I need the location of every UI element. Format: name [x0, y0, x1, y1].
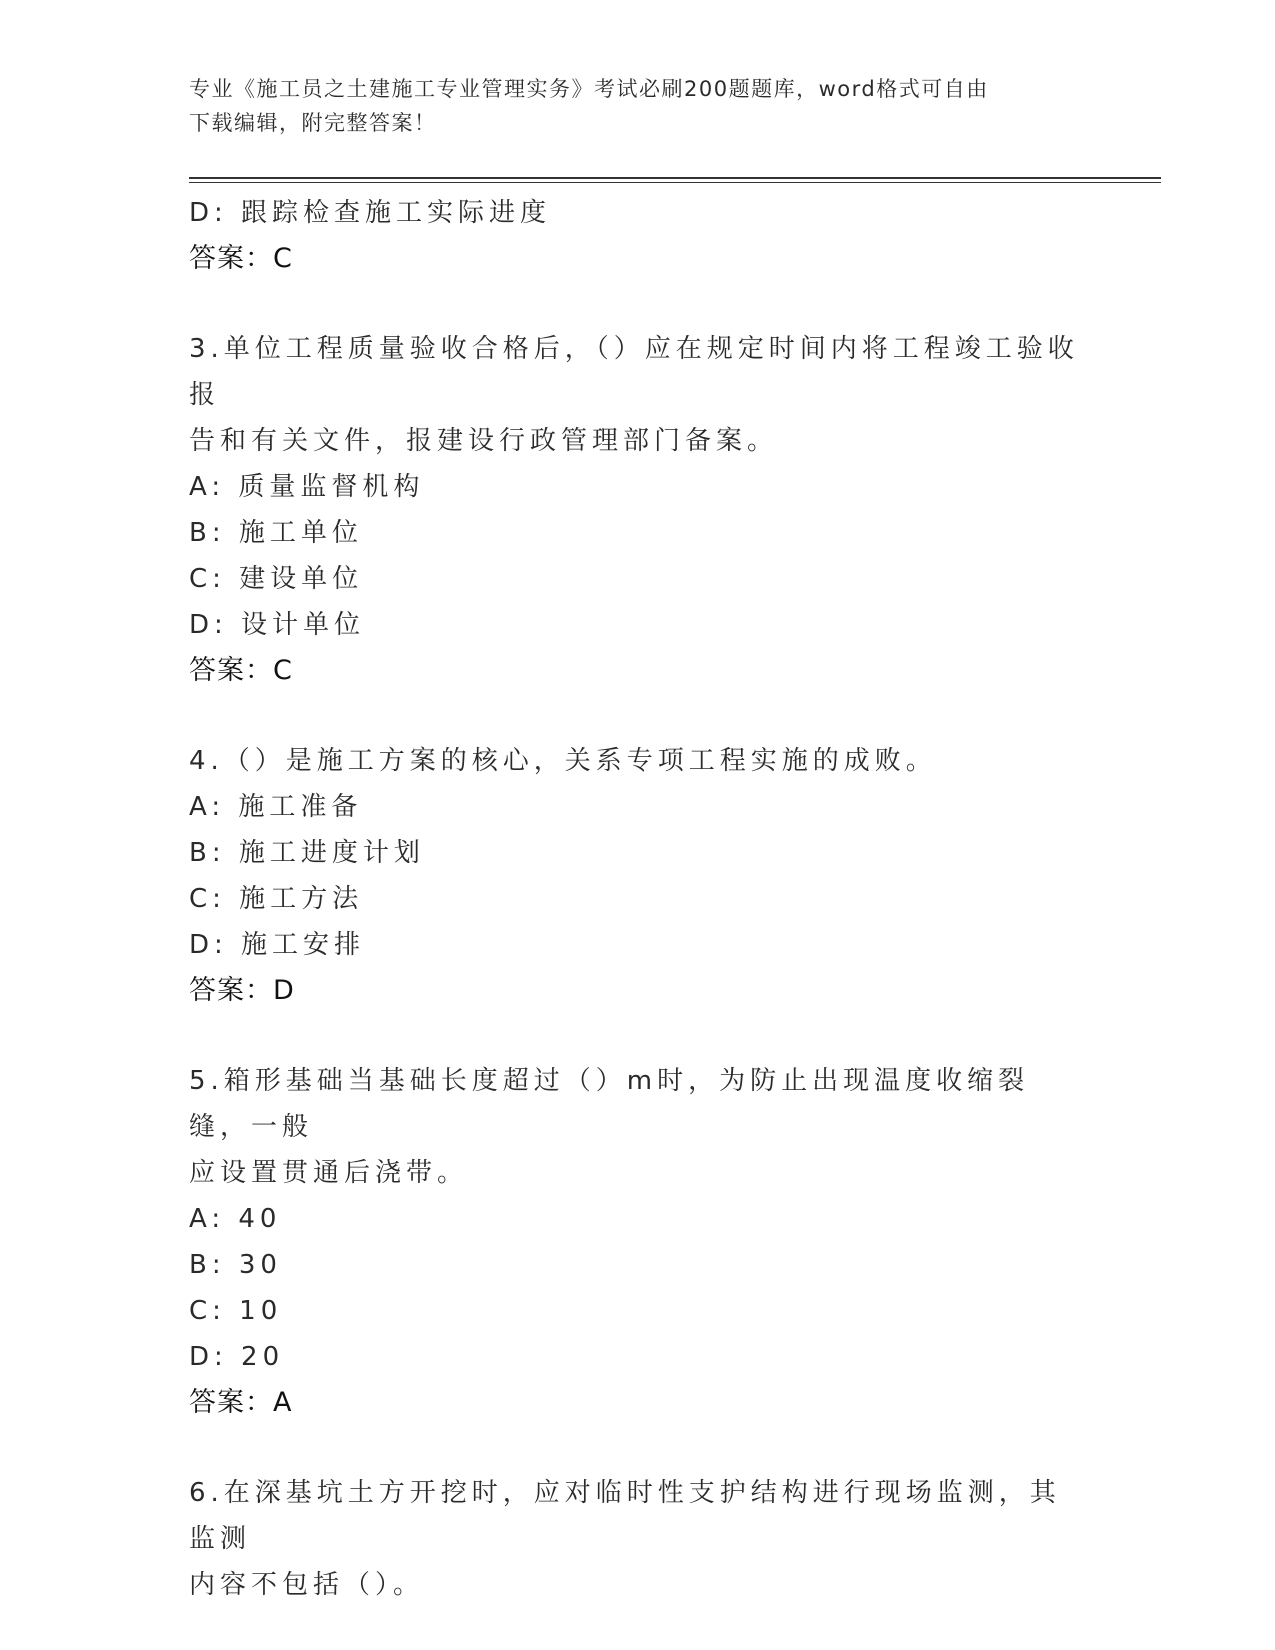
answer-line: 答案：D: [189, 975, 295, 1006]
option-b: B: 施工单位: [189, 518, 363, 548]
question-stem-line-1: 4.（）是施工方案的核心，关系专项工程实施的成败。: [189, 746, 937, 776]
option-d: D: 设计单位: [189, 610, 366, 640]
option-d: D: 跟踪检查施工实际进度: [189, 198, 552, 228]
question-5: [189, 1058, 1089, 1426]
option-b: B: 30: [189, 1250, 282, 1280]
option-a: A: 质量监督机构: [189, 472, 425, 502]
option-c: C: 施工方法: [189, 884, 364, 914]
answer-line: 答案：C: [189, 655, 293, 686]
header-rule-thick: [189, 177, 1161, 179]
carryover-block: [189, 190, 1089, 282]
question-4: [189, 738, 1089, 1014]
question-content: [189, 190, 1089, 1608]
option-a: A: 施工准备: [189, 792, 363, 822]
question-stem-line-1: 3.单位工程质量验收合格后，（）应在规定时间内将工程竣工验收报: [189, 334, 1079, 410]
header-line-1: 专业《施工员之土建施工专业管理实务》考试必刷200题题库，word格式可自由: [189, 77, 989, 101]
option-b: B: 施工进度计划: [189, 838, 425, 868]
header-rule-thin: [189, 182, 1161, 183]
option-c: C: 10: [189, 1296, 283, 1326]
option-a: A: 40: [189, 1204, 282, 1234]
header-line-2: 下载编辑，附完整答案！: [189, 111, 437, 135]
question-stem-line-2: 应设置贯通后浇带。: [189, 1158, 469, 1188]
answer-line: 答案：A: [189, 1387, 293, 1418]
option-d: D: 20: [189, 1342, 285, 1372]
question-stem-line-1: 5.箱形基础当基础长度超过（）m时，为防止出现温度收缩裂缝，一般: [189, 1066, 1030, 1142]
question-stem-line-2: 告和有关文件，报建设行政管理部门备案。: [189, 426, 779, 456]
question-stem-line-2: 内容不包括（）。: [189, 1570, 425, 1600]
page-header: [189, 72, 1089, 140]
question-3: [189, 326, 1089, 694]
option-c: C: 建设单位: [189, 564, 364, 594]
answer-line: 答案：C: [189, 243, 293, 274]
question-6: [189, 1470, 1089, 1608]
question-stem-line-1: 6.在深基坑土方开挖时，应对临时性支护结构进行现场监测，其监测: [189, 1478, 1061, 1554]
option-d: D: 施工安排: [189, 930, 366, 960]
